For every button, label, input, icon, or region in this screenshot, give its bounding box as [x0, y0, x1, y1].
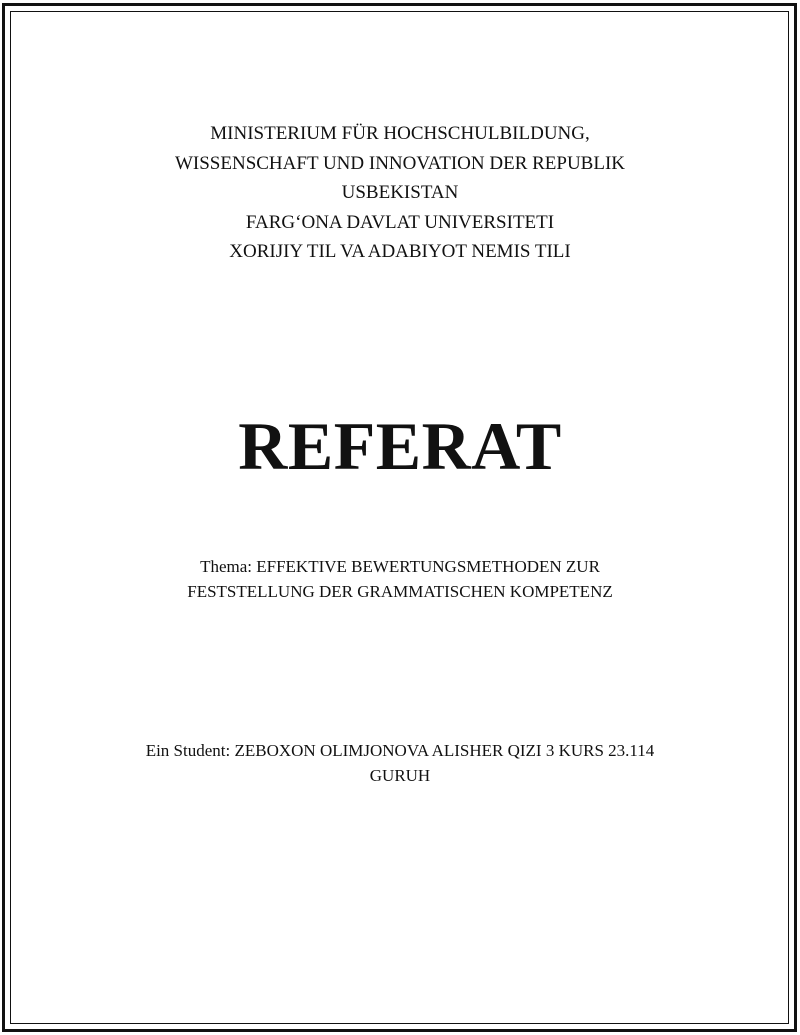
student-block — [60, 738, 740, 788]
header-line-department: XORIJIY TIL VA ADABIYOT NEMIS TILI — [229, 241, 571, 262]
header-line-university: FARG‘ONA DAVLAT UNIVERSITETI — [245, 211, 555, 233]
header-line-country: USBEKISTAN — [341, 182, 459, 203]
topic-line-2: FESTSTELLUNG DER GRAMMATISCHEN KOMPETENZ — [187, 582, 613, 601]
header-line-ministry-cont: WISSENSCHAFT UND INNOVATION DER REPUBLIK — [174, 152, 626, 174]
student-line-2: GURUH — [369, 766, 431, 785]
institution-header — [60, 119, 740, 267]
student-line-1: Ein Student: ZEBOXON OLIMJONOVA ALISHER QIZI 3 KURS 23.114 — [145, 741, 655, 760]
header-line-ministry: MINISTERIUM FÜR HOCHSCHULBILDUNG, — [210, 123, 590, 144]
topic-line-1: Thema: EFFEKTIVE BEWERTUNGSMETHODEN ZUR — [200, 557, 600, 576]
document-title: REFERAT — [238, 408, 562, 484]
topic-block — [60, 554, 740, 604]
